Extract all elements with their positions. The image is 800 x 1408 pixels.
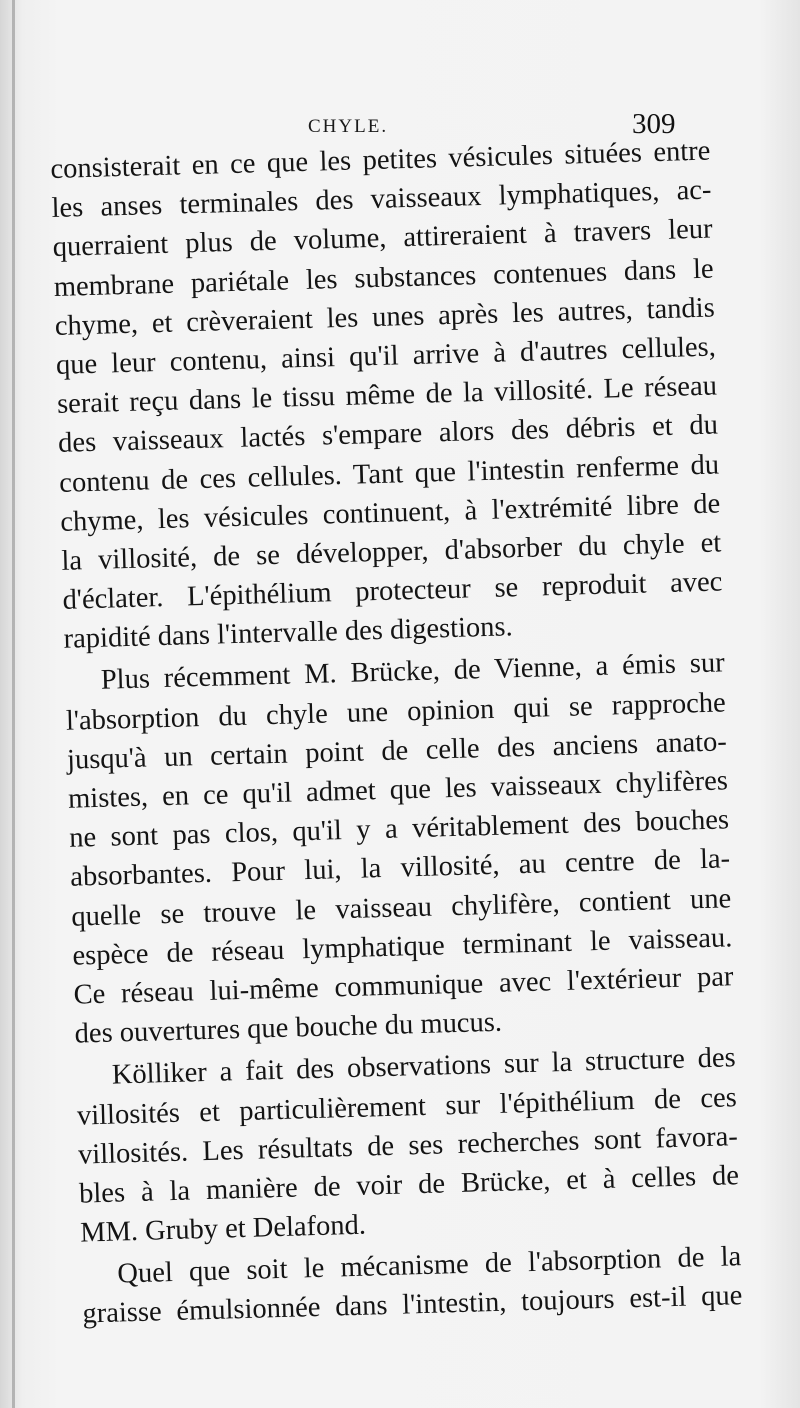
text-line: MM. Gruby et Delafond. [79, 1209, 367, 1249]
text-line: d'éclater. L'épithélium protecteur se reproduit avec [62, 566, 723, 616]
text-line: mistes, en ce qu'il admet que les vaisseaux chylifères [67, 765, 729, 815]
text-line: l'absorption du chyle une opinion qui se rapproche [65, 686, 727, 737]
paragraph [50, 132, 724, 660]
text-line: chyme, et crèveraient les unes après les autres, tandis [54, 292, 716, 342]
text-line: villosités et particulièrement sur l'épithélium de ces [76, 1081, 738, 1132]
text-line: quelle se trouve le vaisseau chylifère, contient une [70, 882, 732, 933]
page-spine-edge [12, 0, 15, 1408]
text-line: des vaisseaux lactés s'empare alors des débris et du [57, 409, 719, 460]
text-line: contenu de ces cellules. Tant que l'intestin renferme du [58, 448, 720, 499]
text-line: membrane pariétale les substances contenues dans le [53, 253, 715, 303]
text-line: espèce de réseau lymphatique terminant le vaisseau. [72, 922, 733, 972]
text-line: Quel que soit le mécanisme de l'absorption de la [116, 1241, 742, 1290]
text-line: bles à la manière de voir de Brücke, et à celles de [78, 1160, 740, 1210]
text-line: que leur contenu, ainsi qu'il arrive à d'autres cellules, [55, 331, 717, 381]
text-line: Kölliker a fait des observations sur la structure des [111, 1042, 737, 1091]
text-line: les anses terminales des vaisseaux lymphatiques, ac- [51, 174, 712, 225]
text-line: consisterait en ce que les petites vésicules situées entre [50, 135, 711, 185]
text-line: villosités. Les résultats de ses recherches sont favora- [77, 1120, 739, 1171]
text-line: ne sont pas clos, qu'il y a véritablement des bouches [68, 804, 730, 854]
text-line: Plus récemment M. Brücke, de Vienne, a émis sur [100, 647, 726, 697]
body-text [50, 132, 743, 1335]
text-line: jusqu'à un certain point de celle des anciens anato- [66, 726, 728, 776]
paragraph [75, 1039, 740, 1253]
text-line: la villosité, de se développer, d'absorber du chyle et [61, 527, 722, 577]
text-line: graisse émulsionnée dans l'intestin, toujours est-il que [82, 1280, 743, 1330]
text-line: chyme, les vésicules continuent, à l'extrémité libre de [59, 488, 721, 538]
paragraph [64, 644, 735, 1054]
text-line: des ouvertures que bouche du mucus. [74, 1006, 503, 1050]
text-line: absorbantes. Pour lui, la villosité, au centre de la- [69, 843, 731, 894]
text-line: rapidité dans l'intervalle des digestions. [63, 611, 514, 656]
text-line: querraient plus de volume, attireraient à travers leur [52, 213, 713, 264]
text-line: serait reçu dans le tissu même de la villosité. Le réseau [56, 370, 718, 421]
page-number: 309 [632, 108, 676, 140]
text-line: Ce réseau lui-même communique avec l'extérieur par [73, 961, 734, 1011]
running-head: CHYLE. [308, 116, 389, 137]
